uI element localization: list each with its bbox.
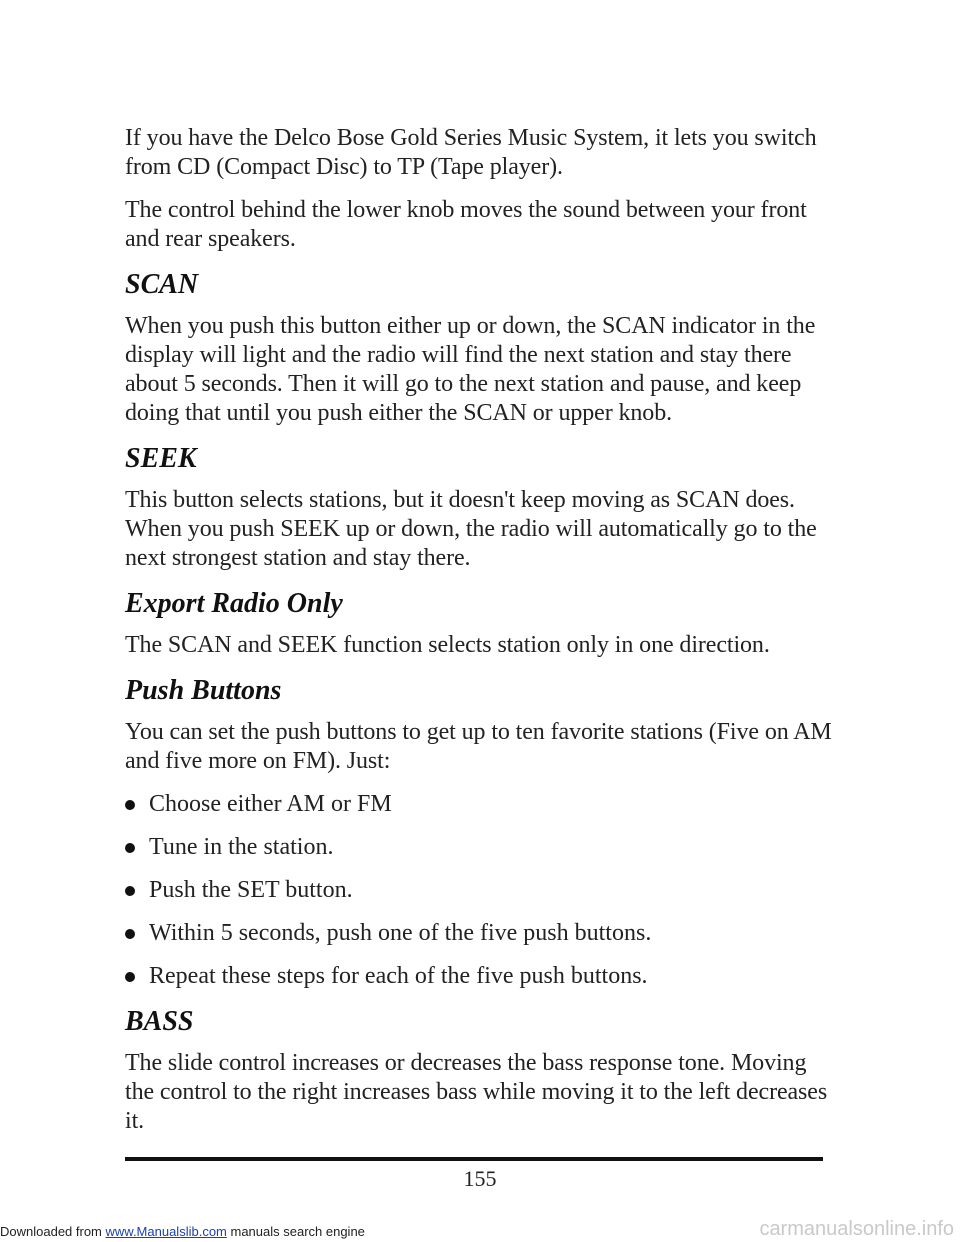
push-buttons-steps-list (125, 790, 835, 991)
list-item-text: Within 5 seconds, push one of the five push buttons. (149, 920, 652, 946)
footer-divider (125, 1157, 823, 1161)
list-item (125, 962, 835, 991)
footer-suffix: manuals search engine (226, 1224, 365, 1239)
intro-paragraph-1: If you have the Delco Bose Gold Series Music System, it lets you switch from CD (Compact Disc) to TP (Tape player). (125, 125, 817, 180)
list-item-text: Tune in the station. (149, 834, 334, 860)
list-item-text: Repeat these steps for each of the five push buttons. (149, 963, 648, 989)
seek-paragraph: This button selects stations, but it doesn't keep moving as SCAN does. When you push SEEK up or down, the radio will automatically go to the next strongest station and stay there. (125, 487, 817, 571)
list-item-text: Choose either AM or FM (149, 791, 392, 817)
export-radio-paragraph: The SCAN and SEEK function selects station only in one direction. (125, 632, 770, 658)
bass-heading: BASS (125, 1006, 194, 1037)
list-item (125, 919, 835, 948)
export-radio-heading: Export Radio Only (125, 588, 343, 619)
list-item-text: Push the SET button. (149, 877, 353, 903)
manualslib-link[interactable]: www.Manualslib.com (105, 1224, 227, 1239)
list-item (125, 833, 835, 862)
list-item (125, 876, 835, 905)
bullet-icon (125, 972, 135, 982)
bullet-icon (125, 800, 135, 810)
intro-paragraph-2: The control behind the lower knob moves the sound between your front and rear speakers. (125, 197, 807, 252)
page-content (125, 124, 835, 1150)
scan-heading: SCAN (125, 269, 199, 300)
bullet-icon (125, 886, 135, 896)
bullet-icon (125, 843, 135, 853)
download-source-footer (0, 1224, 365, 1239)
push-buttons-paragraph: You can set the push buttons to get up to ten favorite stations (Five on AM and five more on FM). Just: (125, 719, 832, 774)
push-buttons-heading: Push Buttons (125, 675, 282, 706)
list-item (125, 790, 835, 819)
footer-prefix: Downloaded from (0, 1224, 106, 1239)
scan-paragraph: When you push this button either up or down, the SCAN indicator in the display will light and the radio will find the next station and stay there about 5 seconds. Then it will go to the next station and pause, and keep doing that until you push either the SCAN or upper knob. (125, 313, 816, 426)
page-number: 155 (463, 1166, 497, 1191)
bullet-icon (125, 929, 135, 939)
watermark-text: carmanualsonline.info (759, 1218, 954, 1240)
bass-paragraph: The slide control increases or decreases the bass response tone. Moving the control to the right increases bass while moving it to the left decreases it. (125, 1050, 828, 1134)
seek-heading: SEEK (125, 443, 197, 474)
